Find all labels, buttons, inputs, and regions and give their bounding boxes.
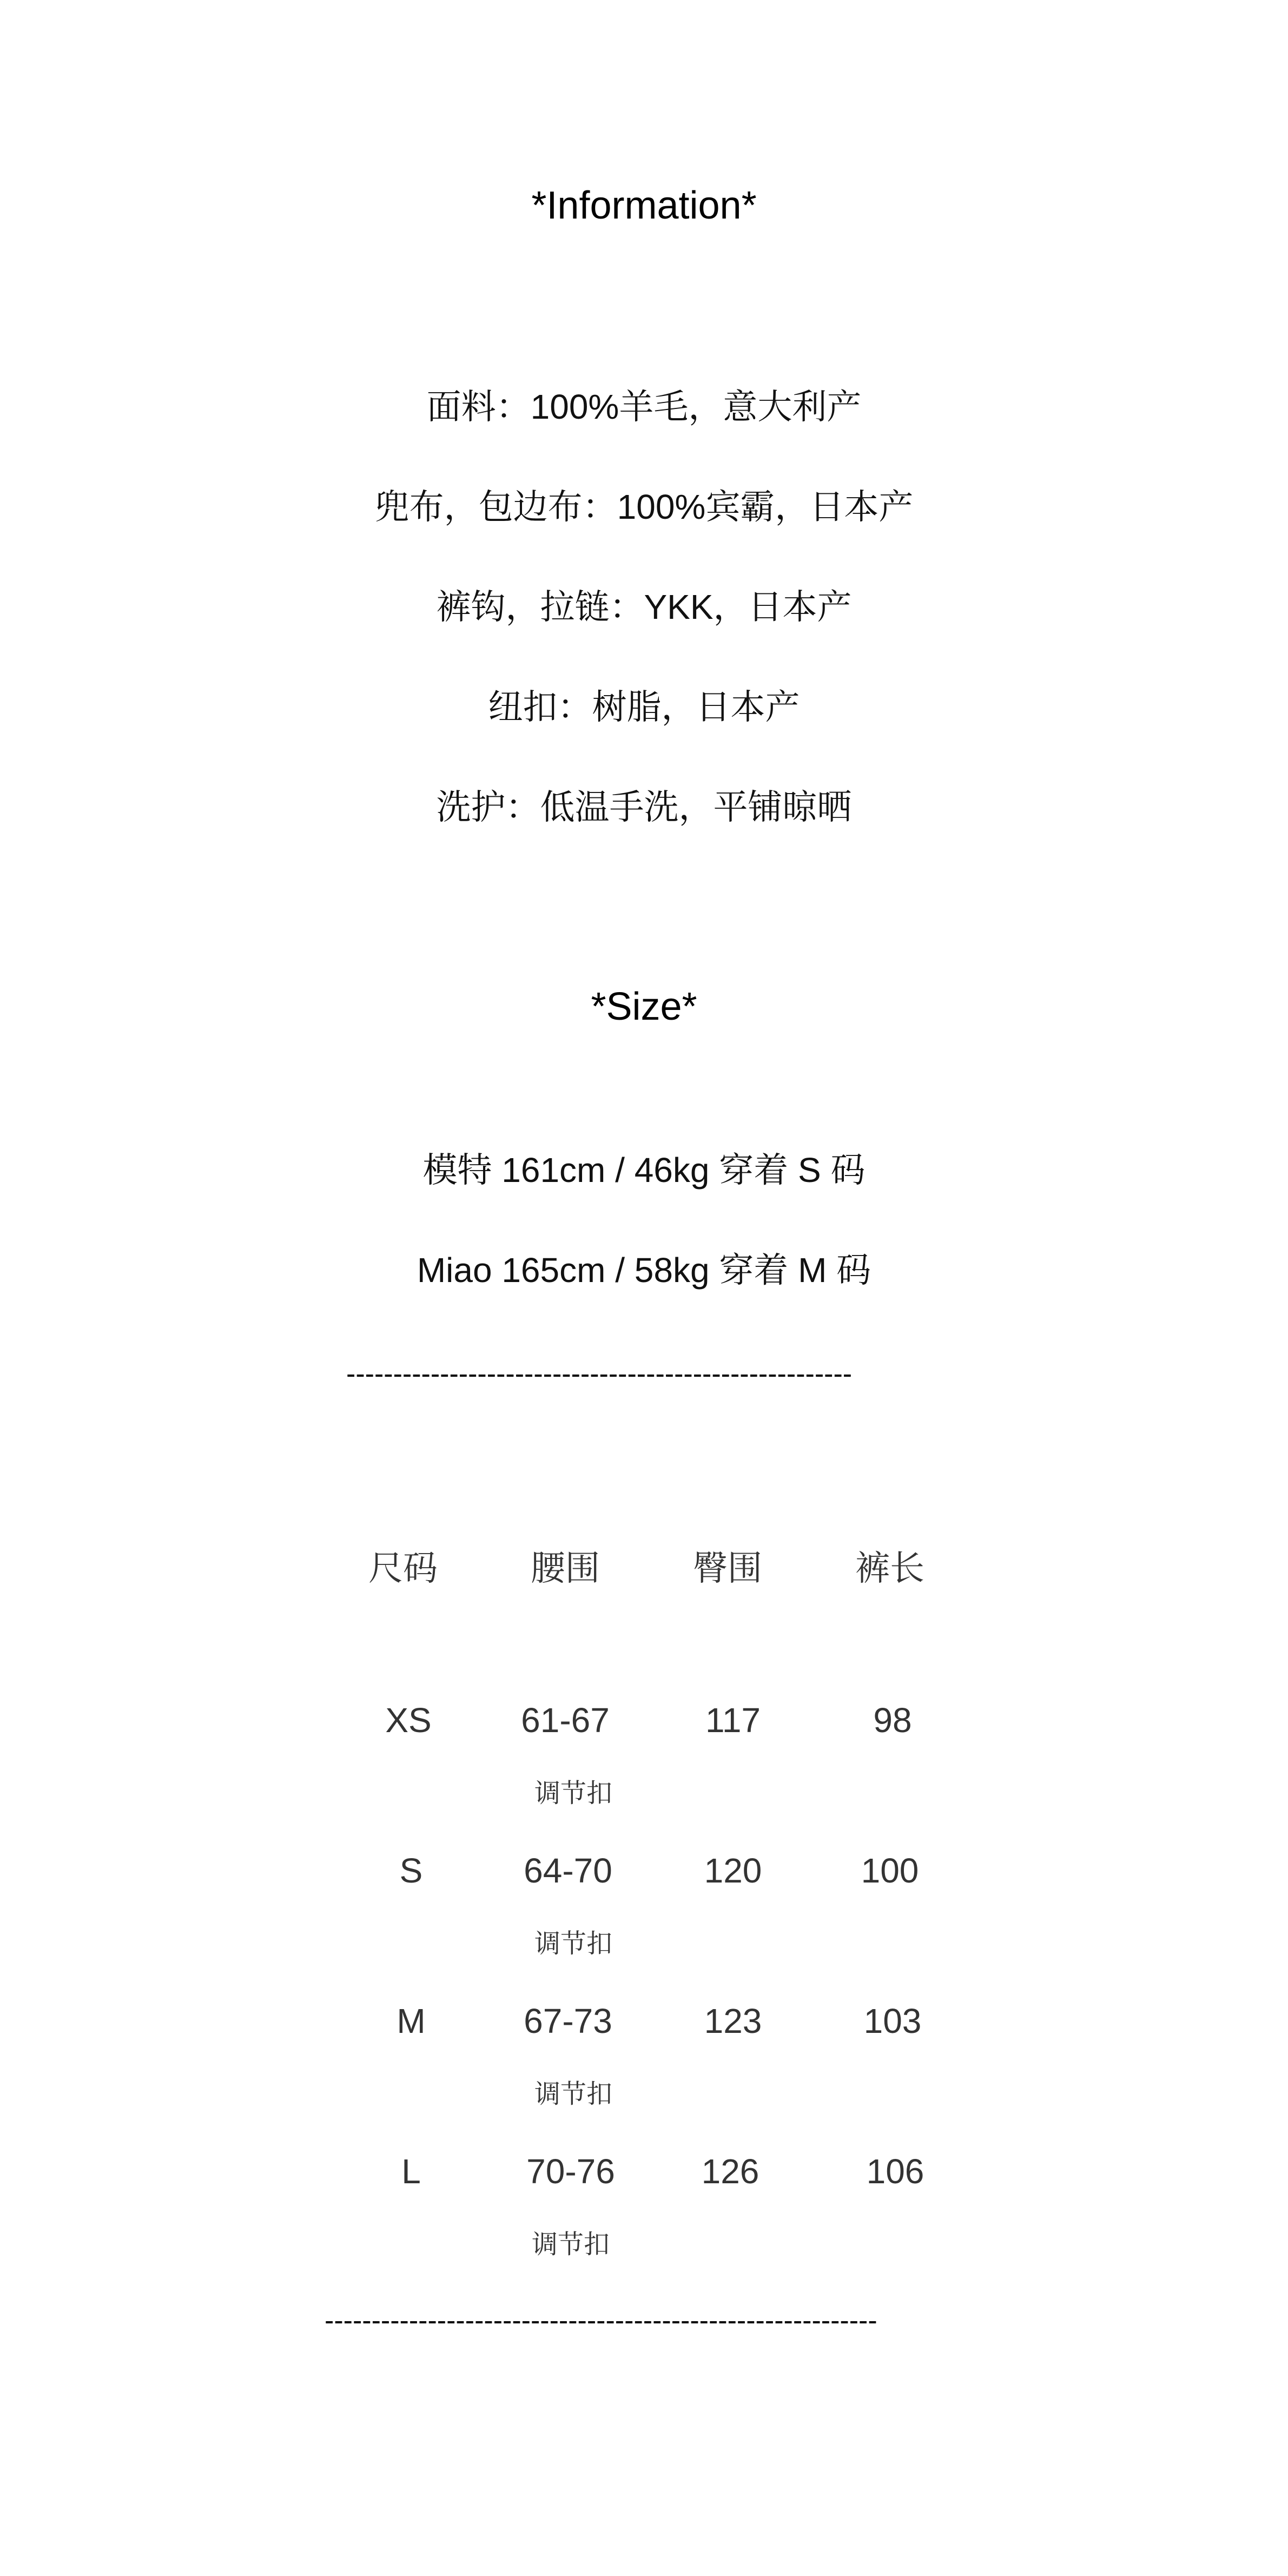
table-cell-note: 调节扣 (534, 1778, 612, 1808)
divider-top: ------------------------------------------------------ (346, 1358, 853, 1390)
pocket-lining-line: 兜布，包边布：100%宾霸，日本产 (374, 487, 914, 526)
table-cell-hip: 117 (705, 1701, 761, 1740)
table-cell-hip: 126 (701, 2152, 759, 2191)
table-cell-note: 调节扣 (531, 2229, 610, 2260)
table-cell-length: 103 (863, 2002, 922, 2040)
header-length: 裤长 (855, 1549, 924, 1589)
header-hip: 臀围 (693, 1549, 762, 1589)
table-cell-waist: 64-70 (524, 1851, 612, 1890)
table-cell-length: 106 (866, 2152, 924, 2191)
table-cell-size: S (399, 1851, 423, 1890)
table-cell-waist: 67-73 (524, 2002, 612, 2040)
table-cell-waist: 70-76 (526, 2152, 615, 2191)
table-cell-length: 98 (873, 1701, 912, 1740)
header-size: 尺码 (368, 1549, 438, 1589)
table-cell-hip: 120 (704, 1851, 762, 1890)
table-cell-size: L (401, 2152, 421, 2191)
table-cell-note: 调节扣 (534, 1928, 612, 1959)
header-waist: 腰围 (531, 1549, 600, 1589)
table-cell-hip: 123 (704, 2002, 762, 2040)
hook-zipper-line: 裤钩，拉链：YKK，日本产 (436, 587, 852, 626)
size-title: *Size* (591, 985, 697, 1028)
table-cell-waist: 61-67 (521, 1701, 610, 1740)
table-cell-length: 100 (861, 1851, 919, 1890)
model-info-line: Miao 165cm / 58kg 穿着 M 码 (417, 1251, 871, 1290)
divider-bottom: ----------------------------------------------------------- (325, 2305, 877, 2336)
table-cell-size: M (397, 2002, 426, 2040)
button-line: 纽扣：树脂，日本产 (488, 688, 800, 726)
model-info-line: 模特 161cm / 46kg 穿着 S 码 (422, 1151, 866, 1190)
table-cell-note: 调节扣 (534, 2079, 612, 2109)
information-title: *Information* (531, 184, 757, 227)
care-line: 洗护：低温手洗，平铺晾晒 (436, 788, 852, 827)
fabric-line: 面料：100%羊毛，意大利产 (426, 387, 862, 426)
table-cell-size: XS (385, 1701, 432, 1740)
